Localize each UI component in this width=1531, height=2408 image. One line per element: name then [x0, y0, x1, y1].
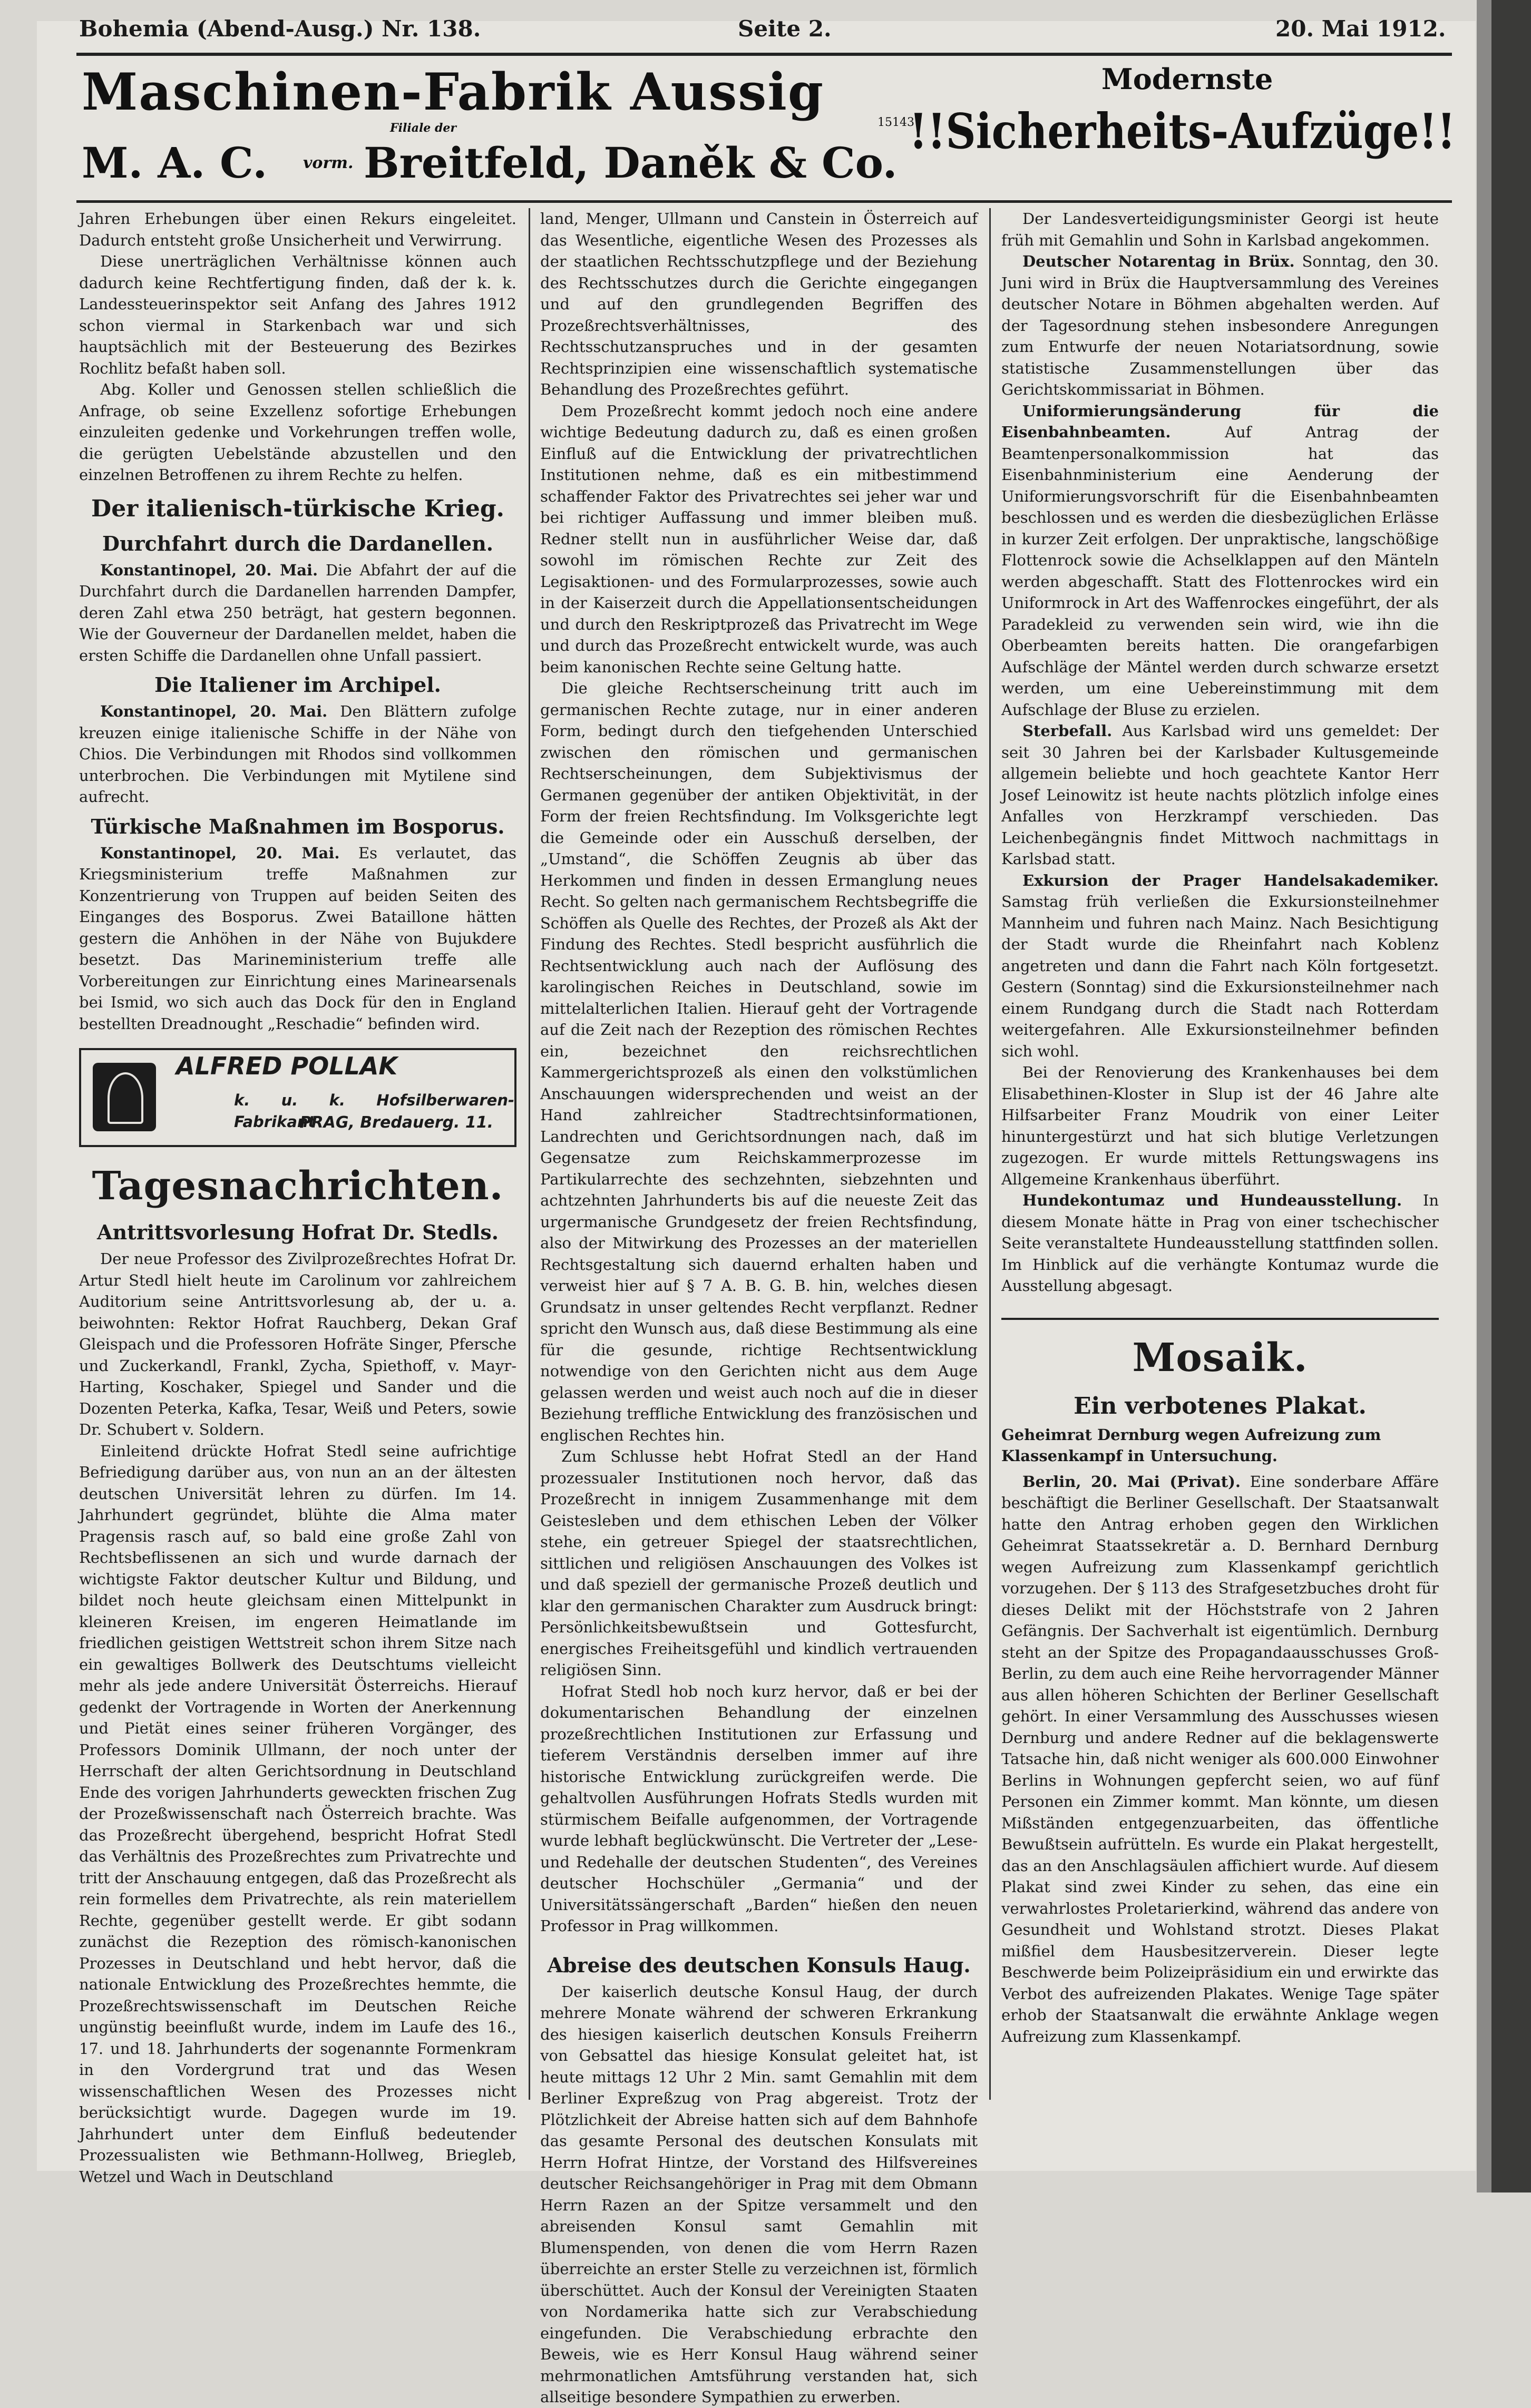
paragraph: Die Abfahrt der auf die Durchfahrt durch die Dardanellen harrenden Dampfer, deren Zahl etwa 250 beträgt, hat gestern begonnen. Wie der Gouverneur der Dardanellen meldet, haben die ersten Schiffe die Dardanellen ohne Unfall passiert.	[79, 561, 517, 664]
column-rule-2	[989, 208, 991, 2100]
header-center: Seite 2.	[738, 16, 832, 42]
ad-number: 15143	[877, 116, 914, 129]
paragraph: Zum Schlusse hebt Hofrat Stedl an der Hand prozessualer Institutionen noch hervor, daß das Prozeßrecht in innigem Zusammenhange mit dem Geistesleben und dem ethischen Leben der Völker stehe, ein getreuer Spiegel der staatsrechtlichen, sittlichen und religiösen Anschauungen des Volkes ist und daß speziell der germanische Prozeß deutlich und klar den germanischen Charakter zum Ausdruck bringt: Persönlichkeitsbewußtsein und Gottesfurcht, energisches Freiheitsgefühl und kindlich vertrauenden religiösen Sinn.	[540, 1447, 978, 1679]
paragraph: Diese unerträglichen Verhältnisse können auch dadurch keine Rechtfertigung finden, daß der k. k. Landessteuerinspektor seit Anfang des Jahres 1912 schon viermal in Starkenbach war und sich hauptsächlich mit der Besteuerung des Bezirkes Rochlitz befaßt haben soll.	[79, 252, 516, 377]
pollak-address: PRAG, Bredauerg. 11.	[299, 1113, 493, 1132]
dateline: Berlin, 20. Mai (Privat).	[1022, 1472, 1241, 1491]
ad-modernste: Modernste	[1101, 62, 1273, 96]
header-rule	[76, 53, 1452, 56]
heading-dardanellen: Durchfahrt durch die Dardanellen.	[102, 531, 493, 555]
heading-plakat: Ein verbotenes Plakat.	[1074, 1392, 1367, 1420]
ad-vorm: vorm.	[303, 154, 354, 172]
pollak-advertisement	[79, 1048, 516, 1147]
paragraph: Aus Karlsbad wird uns gemeldet: Der seit 30 Jahren bei der Karlsbader Kultusgemeinde allgemein beliebte und hoch geachtete Kantor Herr Josef Leinowitz ist heute nachts plötzlich infolge eines Anfalles von Herzkrampf verschieden. Das Leichenbegängnis findet Mittwoch nachmittags in Karlsbad statt.	[1001, 722, 1439, 868]
pollak-title: k. u. k. Hofsilberwaren-Fabrikant	[234, 1091, 514, 1131]
paragraph: Dem Prozeßrecht kommt jedoch noch eine andere wichtige Bedeutung dadurch zu, daß es einen großen Einfluß auf die Entwicklung der privatrechtlichen Institutionen nehme, daß es ein mitbestimmend schaffender Faktor des Privatrechtes sei jeher war und bei richtiger Auffassung und immer bleiben muß. Redner stellt nun in ausführlicher Weise dar, daß sowohl im römischen Rechte zur Zeit des Legisaktionen- und des Formularprozesses, sowie auch in der Kaiserzeit durch die Appellationsentscheidungen und durch den Reskriptprozeß das Privatrecht im Wege und durch das Prozeßrecht entwickelt wurde, was auch beim kanonischen Rechte seine Geltung hatte.	[540, 402, 978, 676]
paragraph: Bei der Renovierung des Krankenhauses bei dem Elisabethinen-Kloster in Slup ist der 46 Jahre alte Hilfsarbeiter Franz Moudrik von einer Leiter hinuntergestürzt und hat sich blutige Verletzungen zugezogen. Er wurde mittels Rettungswagens ins Allgemeine Krankenhaus überführt.	[1001, 1063, 1439, 1188]
paragraph: Eine sonderbare Affäre beschäftigt die Berliner Gesellschaft. Der Staatsanwalt hatte den Antrag erhoben gegen den Wirklichen Geheimrat Staatssekretär a. D. Bernhard Dernburg wegen Aufreizung zum Klassenkampf gerichtlich vorzugehen. Der § 113 des Strafgesetzbuches droht für dieses Delikt mit der Höchststrafe von 2 Jahren Gefängnis. Der Sachverhalt ist eigentümlich. Dernburg steht an der Spitze des Propagandaausschusses Groß-Berlin, zu dem auch eine Reihe hervorragender Männer aus allen höheren Schichten der Berliner Gesellschaft gehört. In einer Versammlung des Ausschusses wiesen Dernburg und andere Redner auf die beklagenswerte Tatsache hin, daß nicht weniger als 600.000 Einwohner Berlins in Wohnungen gepfercht seien, wo auf fünf Personen ein Zimmer kommt. Man könnte, um diesen Mißständen entgegenzuarbeiten, das öffentliche Bewußtsein aufrütteln. Es wurde ein Plakat hergestellt, das an den Anschlagsäulen affichiert wurde. Auf diesem Plakat sind zwei Kinder zu sehen, das eine ein verwahrlostes Proletarierkind, während das andere von Gesundheit und Wohlstand strotzt. Dieses Plakat mißfiel dem Hausbesitzerverein. Dieser legte Beschwerde beim Polizeipräsidium ein und erwirkte das Verbot des aufreizenden Plakates. Wenige Tage später erhob der Staatsanwalt die erwähnte Anklage wegen Aufreizung zum Klassenkampf.	[1001, 1472, 1439, 2045]
section-rule	[1001, 1318, 1439, 1320]
paragraph: Jahren Erhebungen über einen Rekurs eingeleitet. Dadurch entsteht große Unsicherheit und Verwirrung.	[79, 210, 516, 249]
ad-filiale: Filiale der	[390, 121, 456, 135]
paragraph: Die gleiche Rechtserscheinung tritt auch im germanischen Rechte zutage, nur in einer anderen Form, bedingt durch den tiefgehenden Unterschied zwischen den römischen und germanischen Rechtserscheinungen, dem Subjektivismus der Germanen gegenüber der antiken Objektivität, in der Form der freien Rechtsfindung. Im Volksgerichte legt die Gemeinde oder ein Ausschuß derselben, der „Umstand“, die Schöffen Zeugnis ab über das Herkommen und finden in dessen Ermanglung neues Recht. So gelten nach germanischem Rechtsbegriffe die Schöffen als Quelle des Rechtes, der Prozeß als Akt der Findung des Rechtes. Stedl bespricht ausführlich die Rechtsentwicklung auch nach der Auflösung des karolingischen Reiches in Deutschland, sowie im mittelalterlichen Italien. Hierauf geht der Vortragende auf die Zeit nach der Rezeption des römischen Rechtes ein, bezeichnet den reichsrechtlichen Kammergerichtsprozeß als einen den volkstümlichen Anschauungen widersprechenden und weist an der Hand zahlreicher Stadtrechtsinformationen, Landrechten und Gerichtsordnungen nach, daß im Gegensatze zum Reichskammerprozesse im Partikularrechte des sechzehnten, siebzehnten und achtzehnten Jahrhunderts bis auf die neueste Zeit das urgermanische Grundgesetz der freien Rechtsfindung, also der Mitwirkung des Prozesses an der materiellen Rechtsgestaltung sich dauernd erhalten haben und verweist hier auf § 7 A. B. G. B. hin, welches diesen Grundsatz in unser geltendes Recht verpflanzt. Redner spricht den Wunsch aus, daß diese Bestimmung als eine für die gesunde, richtige Rechtsentwicklung notwendige von den Gerichten nicht aus dem Auge gelassen werden und weist auch noch auf die in dieser Beziehung treffliche Entwicklung des französischen und englischen Rechtes hin.	[540, 679, 978, 1444]
dateline: Exkursion der Prager Handelsakademiker.	[1022, 871, 1439, 889]
heading-archipel: Die Italiener im Archipel.	[154, 673, 441, 697]
header-right: 20. Mai 1912.	[1275, 16, 1446, 42]
subheading-dernburg: Geheimrat Dernburg wegen Aufreizung zum Klassenkampf in Untersuchung.	[1001, 1425, 1381, 1465]
paragraph: In diesem Monate hätte in Prag von einer tschechischer Seite veranstaltete Hundeausstellung stattfinden sollen. Im Hinblick auf die verhängte Kontumaz wurde die Ausstellung abgesagt.	[1001, 1191, 1439, 1295]
ad-bottom-rule	[76, 200, 1452, 203]
paragraph: Es verlautet, das Kriegsministerium treffe Maßnahmen zur Konzentrierung von Truppen auf beiden Seiten des Einganges des Bosporus. Zwei Bataillone hätten gestern die Anhöhen in der Nähe von Bujukdere besetzt. Das Marineministerium treffe alle Vorbereitungen zur Einrichtung eines Marinearsenals bei Ismid, wo sich auch das Dock für den in England bestellten Dreadnought „Reschadie“ befinden wird.	[79, 844, 517, 1033]
pollak-logo-icon	[93, 1063, 156, 1131]
paragraph: Abg. Koller und Genossen stellen schließlich die Anfrage, ob seine Exzellenz sofortige Erhebungen einzuleiten gedenke und Vorkehrungen treffen wolle, die gerügten Uebelstände abzustellen und den einzelnen Betroffenen zu ihrem Rechte zu helfen.	[79, 380, 516, 484]
heading-mosaik: Mosaik.	[1132, 1335, 1308, 1381]
scan-border	[1491, 0, 1531, 2192]
ad-mac: M. A. C.	[82, 138, 268, 188]
dateline: Konstantinopel, 20. Mai.	[100, 844, 340, 862]
ad-sicherheits-aufzuege: !!Sicherheits-Aufzüge!!	[909, 103, 1456, 160]
dateline: Uniformierungsänderung für die Eisenbahnbeamten.	[1001, 402, 1439, 441]
heading-tagesnachrichten: Tagesnachrichten.	[92, 1163, 504, 1209]
ad-maschinenfabrik: Maschinen-Fabrik Aussig	[82, 62, 824, 122]
ad-breitfeld: Breitfeld, Daněk & Co.	[364, 138, 898, 188]
heading-bosporus: Türkische Maßnahmen im Bosporus.	[91, 814, 505, 838]
column-2	[540, 208, 978, 2406]
paragraph: Den Blättern zufolge kreuzen einige italienische Schiffe in der Nähe von Chios. Die Verbindungen mit Rhodos sind vollkommen unterbrochen. Die Verbindungen mit Mytilene sind aufrecht.	[79, 702, 517, 806]
column-rule-1	[529, 208, 530, 2100]
paragraph: Der neue Professor des Zivilprozeßrechtes Hofrat Dr. Artur Stedl hielt heute im Carolinum vor zahlreichem Auditorium seine Antrittsvorlesung ab, der u. a. beiwohnten: Rektor Hofrat Rauchberg, Dekan Graf Gleispach und die Professoren Hofräte Singer, Pfersche und Zuckerkandl, Frankl, Zycha, Spiethoff, v. Mayr-Harting, Koschaker, Spiegel und Sander und die Dozenten Peterka, Kafka, Tesar, Weiß und Peters, sowie Dr. Schubert v. Soldern.	[79, 1250, 516, 1438]
dateline: Konstantinopel, 20. Mai.	[100, 702, 328, 720]
paragraph: Sonntag, den 30. Juni wird in Brüx die Hauptversammlung des Vereines deutscher Notare in Böhmen abgehalten werden. Auf der Tagesordnung stehen insbesondere Anregungen zum Entwurfe der neuen Notariatsordnung, sowie statistische Zusammenstellungen über das Gerichtskommissariat in Böhmen.	[1001, 252, 1439, 398]
column-3	[1001, 208, 1439, 2100]
heading-antrittsvorlesung: Antrittsvorlesung Hofrat Dr. Stedls.	[97, 1220, 499, 1244]
paragraph: Der Landesverteidigungsminister Georgi ist heute früh mit Gemahlin und Sohn in Karlsbad angekommen.	[1001, 210, 1439, 249]
paragraph: Einleitend drückte Hofrat Stedl seine aufrichtige Befriedigung darüber aus, von nun an an der ältesten deutschen Universität lehren zu dürfen. Im 14. Jahrhundert gegründet, blühte die Alma mater Pragensis rasch auf, so bald eine große Zahl von Rechtsbeflissenen an sich und wurde darnach der wichtigste Faktor deutscher Kultur und Bildung, und bildet noch heute gleichsam einen Mittelpunkt in kleineren Kreisen, im engeren Heimatlande im friedlichen geistigen Wettstreit schon ihrem Sitze nach ein gewaltiges Bollwerk des Deutschtums vielleicht mehr als jede andere Universität Österreichs. Hierauf gedenkt der Vortragende in Worten der Anerkennung und Pietät eines seiner früheren Vorgänger, des Professors Dominik Ullmann, der noch unter der Herrschaft der alten Gerichtsordnung in Deutschland Ende des vorigen Jahrhunderts geweckten frischen Zug der Prozeßwissenschaft nach Österreich brachte. Was das Prozeßrecht übergehend, bespricht Hofrat Stedl das Verhältnis des Prozeßrechtes zum Privatrechte und tritt der Anschauung entgegen, daß das Prozeßrecht als rein formelles dem Privatrechte, als rein materiellem Rechte, gegenüber gestellt werde. Er gibt sodann zunächst die Rezeption des römisch-kanonischen Prozesses in Deutschland und hebt hervor, daß die nationale Entwicklung des Prozeßrechtes hemmte, die Prozeßrechtswissenschaft im Deutschen Reiche ungünstig beeinflußt wurde, indem im Laufe des 16., 17. und 18. Jahrhunderts der sogenannte Formenkram in den Vordergrund trat und das Wesen wissenschaftlichen Wesen des Prozesses nicht berücksichtigt wurde. Dagegen wurde im 19. Jahrhundert unter dem Einfluß bedeutender Prozessualisten wie Bethmann-Hollweg, Briegleb, Wetzel und Wach in Deutschland	[79, 1442, 516, 2186]
paragraph: Hofrat Stedl hob noch kurz hervor, daß er bei der dokumentarischen Behandlung der einzelnen prozeßrechtlichen Institutionen zur Erfassung und tieferem Verständnis derselben immer auf ihre historische Entwicklung zurückgreifen werde. Die gehaltvollen Ausführungen Hofrats Stedls wurden mit stürmischem Beifalle aufgenommen, der Vortragende wurde lebhaft beglückwünscht. Die Vertreter der „Lese- und Redehalle der deutschen Studenten“, des Vereines deutscher Hochschüler „Germania“ und der Universitätssängerschaft „Barden“ hießen den neuen Professor in Prag willkommen.	[540, 1682, 978, 1935]
pollak-name: ALFRED POLLAK	[176, 1052, 398, 1080]
dateline: Konstantinopel, 20. Mai.	[100, 561, 318, 579]
column-1	[79, 208, 517, 2186]
dateline: Hundekontumaz und Hundeausstellung.	[1022, 1191, 1402, 1209]
paragraph: Auf Antrag der Beamtenpersonalkommission hat das Eisenbahnministerium eine Aenderung der Uniformierungsvorschrift für die Eisenbahnbeamten beschlossen und es werden die diesbezüglichen Erlässe in kurzer Zeit erfolgen. Der unpraktische, langschößige Flottenrock sowie die Achselklappen auf den Mänteln werden abgeschafft. Statt des Flottenrockes wird ein Uniformrock in Art des Waffenrockes eingeführt, der als Paradekleid zu verwenden sein wird, wie ihn die Oberbeamten bereits hatten. Die orangefarbigen Aufschläge der Mäntel werden durch schwarze ersetzt werden, um eine Uebereinstimmung mit dem Aufschlage der Bluse zu erzielen.	[1001, 423, 1439, 719]
paragraph: Samstag früh verließen die Exkursionsteilnehmer Mannheim und fuhren nach Mainz. Nach Besichtigung der Stadt wurde die Rheinfahrt nach Koblenz angetreten und dann die Fahrt nach Köln fortgesetzt. Gestern (Sonntag) sind die Exkursionsteilnehmer nach einem Rundgang durch die Stadt nach Rotterdam weitergefahren. Alle Exkursionsteilnehmer befinden sich wohl.	[1001, 893, 1439, 1060]
paragraph: land, Menger, Ullmann und Canstein in Österreich auf das Wesentliche, eigentliche Wesen des Prozesses als der staatlichen Rechtsschutzpflege und der Beziehung des Rechtsschutzes durch die Gerichte eingegangen und auf den grundlegenden Begriffen des Prozeßrechtsverhältnisses, des Rechtsschutzanspruches und in der gesamten Rechtsprinzipien eine wissenschaftlich systematische Behandlung des Prozeßrechtes geführt.	[540, 210, 978, 398]
heading-konsul: Abreise des deutschen Konsuls Haug.	[547, 1953, 971, 1977]
header-left: Bohemia (Abend-Ausg.) Nr. 138.	[79, 16, 481, 42]
page-edge-shadow	[1477, 0, 1491, 2192]
dateline: Deutscher Notarentag in Brüx.	[1022, 252, 1295, 270]
dateline: Sterbefall.	[1022, 722, 1113, 740]
heading-krieg: Der italienisch-türkische Krieg.	[91, 495, 504, 522]
paragraph: Der kaiserlich deutsche Konsul Haug, der durch mehrere Monate während der schweren Erkrankung des hiesigen kaiserlich deutschen Konsuls Freiherrn von Gebsattel das hiesige Konsulat geleitet hat, ist heute mittags 12 Uhr 2 Min. samt Gemahlin mit dem Berliner Expreßzug von Prag abgereist. Trotz der Plötzlichkeit der Abreise hatten sich auf dem Bahnhofe das gesamte Personal des deutschen Konsulats mit Herrn Hofrat Hintze, der Vorstand des Hilfsvereines deutscher Reichsangehöriger in Prag mit dem Obmann Herrn Razen an der Spitze versammelt und den abreisenden Konsul samt Gemahlin mit Blumenspenden, von denen die vom Herrn Razen überreichte an erster Stelle zu verzeichnen ist, förmlich überschüttet. Auch der Konsul der Vereinigten Staaten von Nordamerika hatte sich zur Verabschiedung eingefunden. Die Verabschiedung erbrachte den Beweis, wie es Herr Konsul Haug während seiner mehrmonatlichen Amtsführung verstanden hat, sich allseitige besondere Sympathien zu erwerben.	[540, 1982, 978, 2406]
